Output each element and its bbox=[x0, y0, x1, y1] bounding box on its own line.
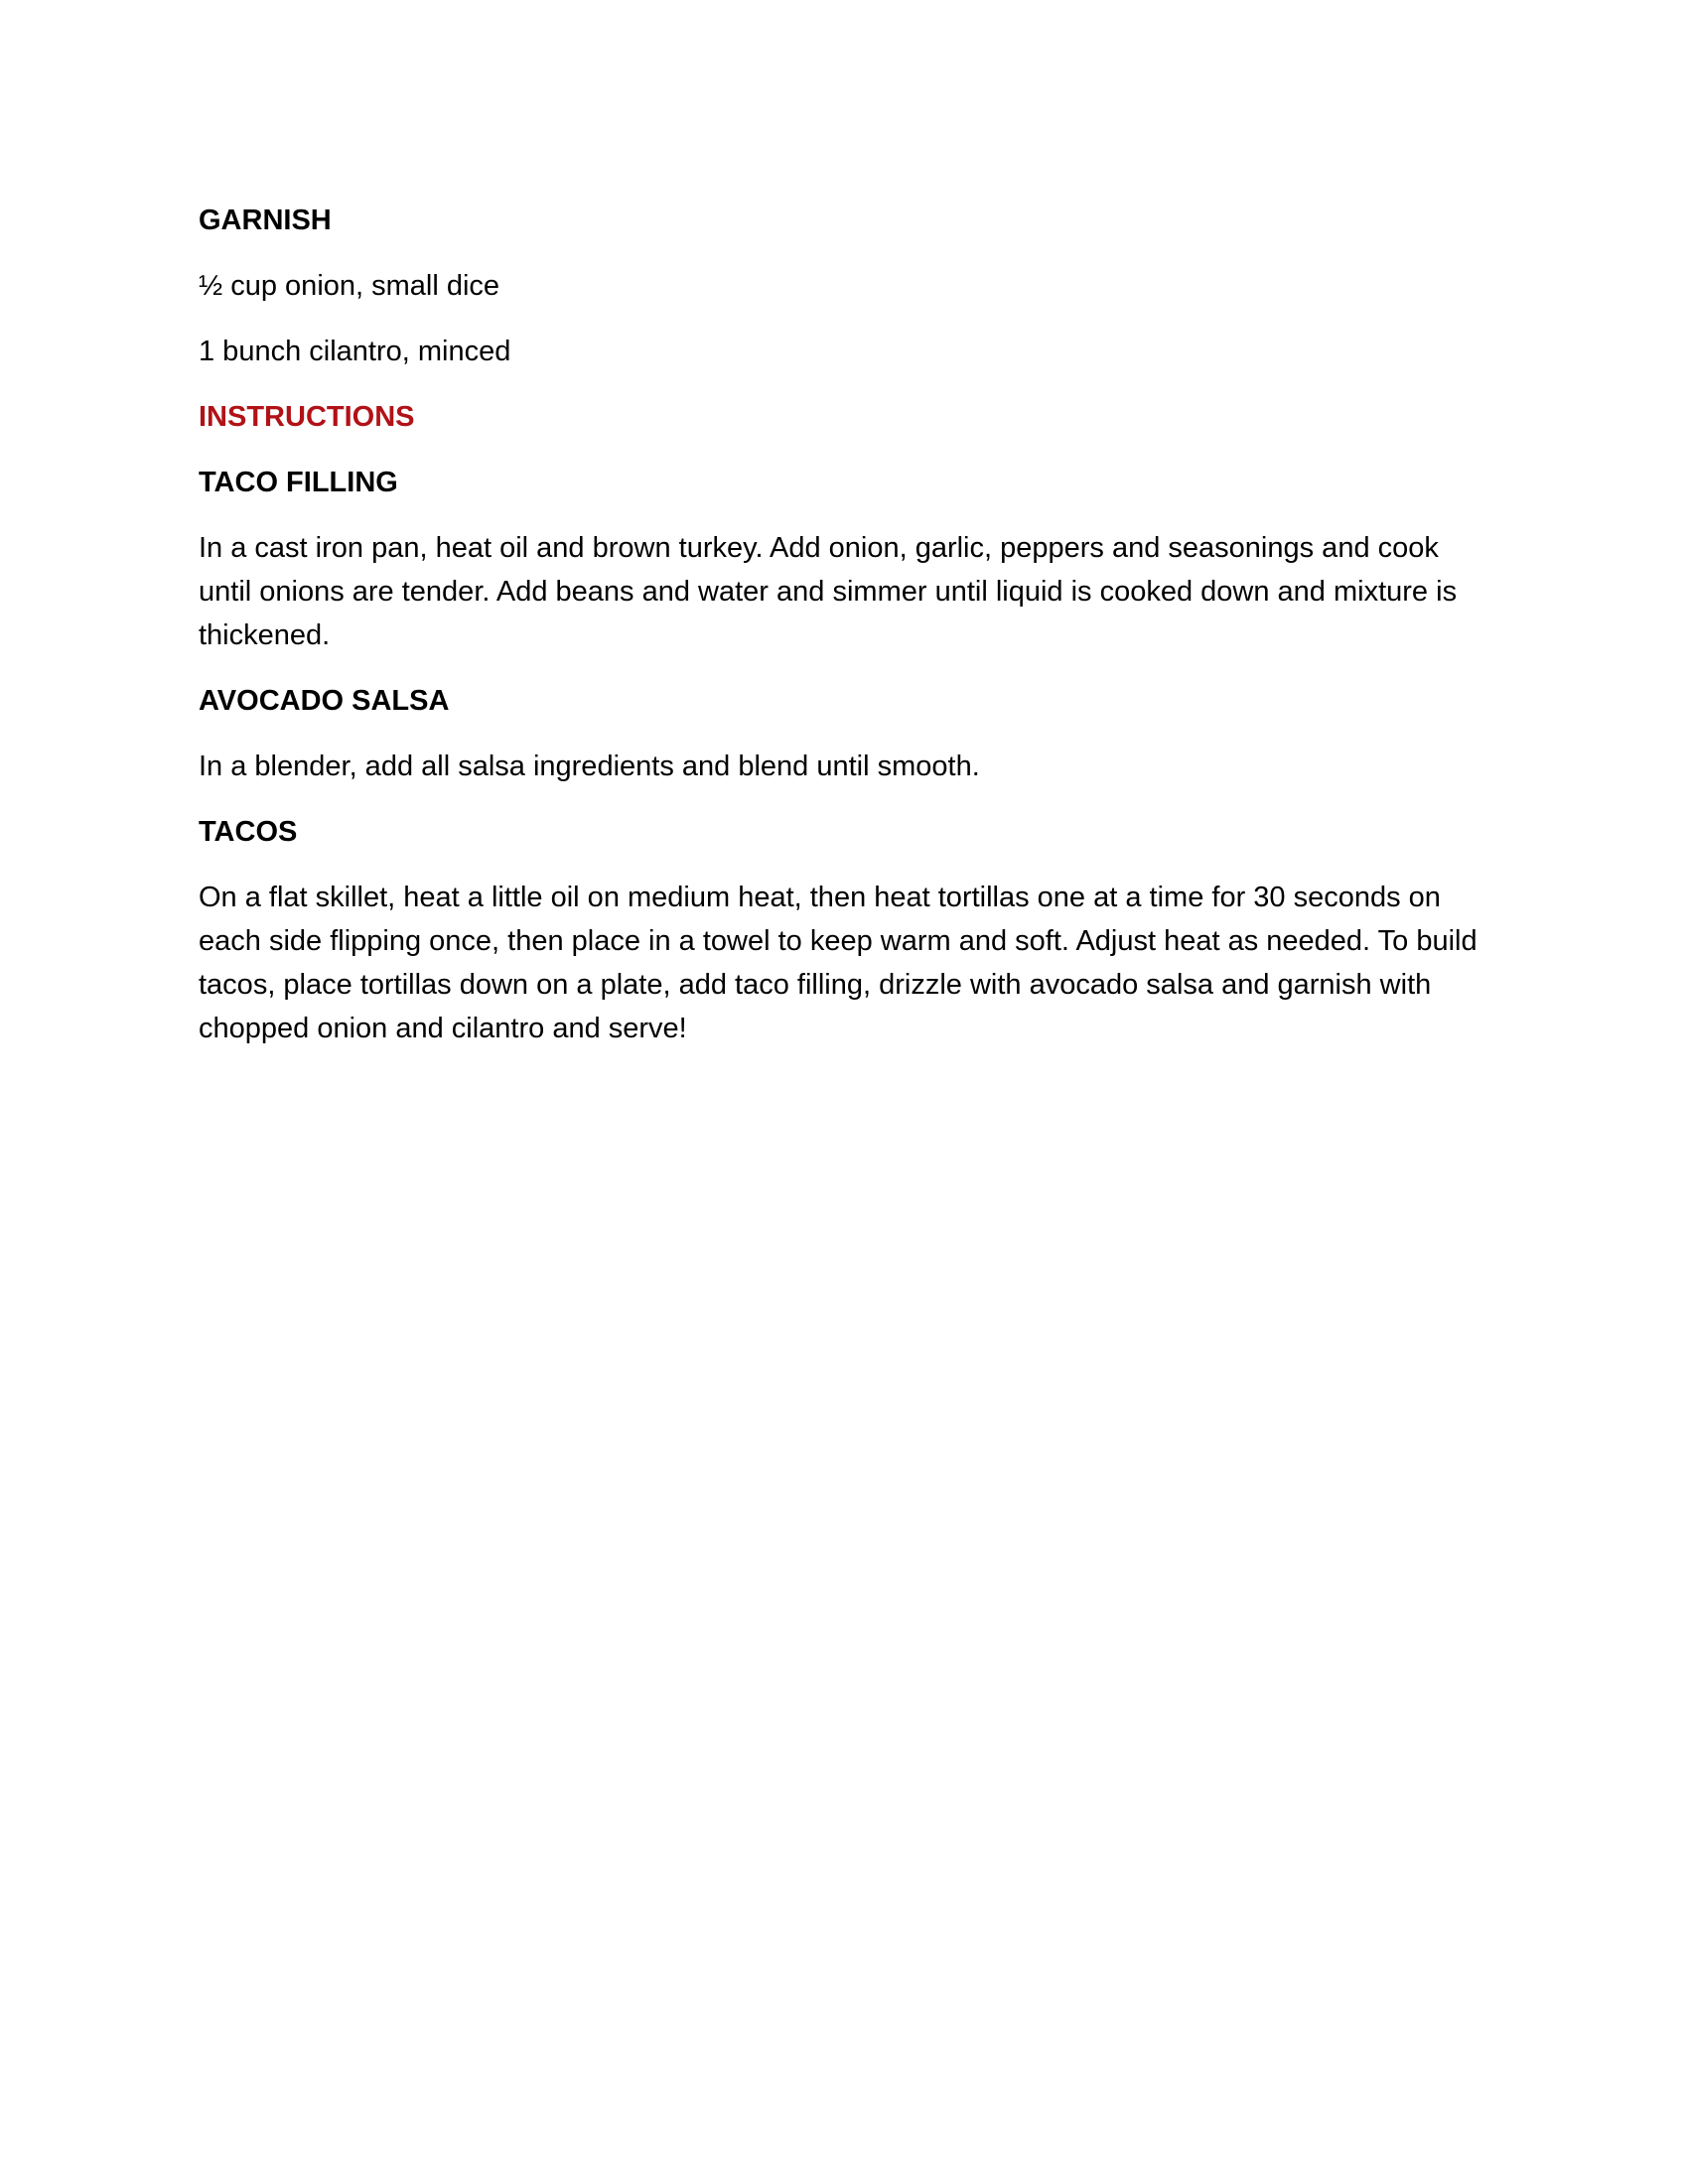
avocado-salsa-text: In a blender, add all salsa ingredients and blend until smooth. bbox=[199, 751, 980, 782]
tacos-text: On a flat skillet, heat a little oil on medium heat, then heat tortillas one at a time for 30 seconds on each side flipping once, then place in a towel to keep warm and soft. Adjust heat as needed. To build tacos, place tortillas down on a plate, add taco filling, drizzle with avocado salsa and garnish with chopped onion and cilantro and serve! bbox=[199, 882, 1477, 1044]
garnish-heading: GARNISH bbox=[199, 205, 332, 236]
recipe-page bbox=[199, 199, 1489, 1072]
garnish-item: 1 bunch cilantro, minced bbox=[199, 336, 511, 367]
instructions-heading: INSTRUCTIONS bbox=[199, 401, 415, 433]
taco-filling-heading: TACO FILLING bbox=[199, 467, 398, 498]
taco-filling-text: In a cast iron pan, heat oil and brown turkey. Add onion, garlic, peppers and seasonings and cook until onions are tender. Add beans and water and simmer until liquid is cooked down and mixture is thickened. bbox=[199, 532, 1458, 651]
tacos-heading: TACOS bbox=[199, 816, 298, 848]
garnish-item: ½ cup onion, small dice bbox=[199, 270, 500, 302]
avocado-salsa-heading: AVOCADO SALSA bbox=[199, 685, 450, 717]
